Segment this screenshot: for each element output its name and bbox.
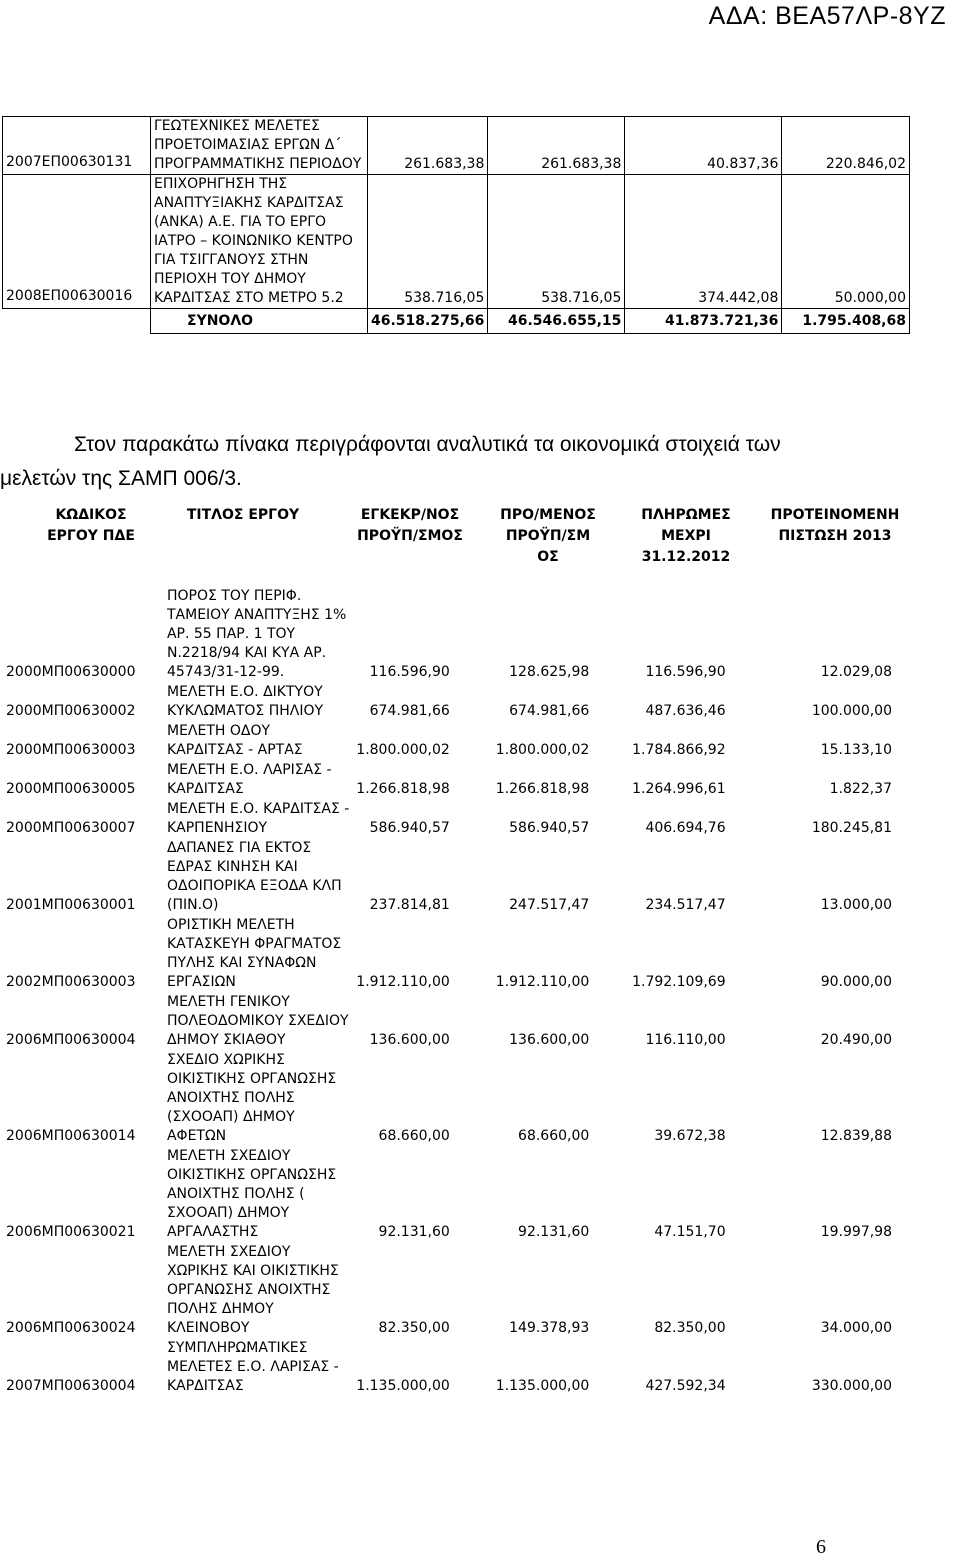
total-spacer (3, 309, 151, 334)
header-payments: ΠΛΗΡΩΜΕΣ ΜΕΧΡΙ 31.12.2012 (641, 507, 731, 565)
proposed-credit: 1.822,37 (829, 781, 892, 797)
header-title: ΤΙΤΛΟΣ ΕΡΓΟΥ (186, 507, 300, 523)
proposed-credit: 15.133,10 (820, 742, 892, 758)
proposed-credit: 20.490,00 (820, 1032, 892, 1048)
project-title: ΜΕΛΕΤΗ ΣΧΕΔΙΟΥ ΧΩΡΙΚΗΣ ΚΑΙ ΟΙΚΙΣΤΙΚΗΣ ΟΡΓΑΝΩΣΗΣ ΑΝΟΙΧΤΗΣ ΠΟΛΗΣ ΔΗΜΟΥ ΚΛΕΙΝΟΒΟΥ (166, 1244, 339, 1336)
total-previous: 46.546.655,15 (488, 309, 625, 334)
approved-budget: 1.800.000,02 (356, 742, 450, 758)
project-title: ΣΧΕΔΙΟ ΧΩΡΙΚΗΣ ΟΙΚΙΣΤΙΚΗΣ ΟΡΓΑΝΩΣΗΣ ΑΝΟΙΧΤΗΣ ΠΟΛΗΣ (ΣΧΟΟΑΠ) ΔΗΜΟΥ ΑΦΕΤΩΝ (166, 1052, 337, 1144)
payments-to-date: 427.592,34 (645, 1378, 726, 1394)
top-table-row (3, 117, 910, 175)
project-title: ΟΡΙΣΤΙΚΗ ΜΕΛΕΤΗ ΚΑΤΑΣΚΕΥΗ ΦΡΑΓΜΑΤΟΣ ΠΥΛΗΣ ΚΑΙ ΣΥΝΑΦΩΝ ΕΡΓΑΣΙΩΝ (166, 917, 342, 990)
page-number: 6 (816, 1536, 826, 1558)
total-payments: 41.873.721,36 (625, 309, 782, 334)
project-code: 2000ΜΠ00630003 (6, 742, 136, 758)
previous-budget: 261.683,38 (488, 117, 625, 175)
previous-budget: 1.266.818,98 (495, 781, 590, 797)
header-approved: ΕΓΚΕΚΡ/ΝΟΣ ΠΡΟΫΠ/ΣΜΟΣ (357, 507, 463, 544)
project-title: ΜΕΛΕΤΗ ΣΧΕΔΙΟΥ ΟΙΚΙΣΤΙΚΗΣ ΟΡΓΑΝΩΣΗΣ ΑΝΟΙΧΤΗΣ ΠΟΛΗΣ ( ΣΧΟΟΑΠ) ΔΗΜΟΥ ΑΡΓΑΛΑΣΤΗΣ (166, 1148, 337, 1240)
payments-to-date: 116.110,00 (645, 1032, 726, 1048)
approved-budget: 586.940,57 (369, 820, 450, 836)
project-title: ΕΠΙΧΟΡΗΓΗΣΗ ΤΗΣ ΑΝΑΠΤΥΞΙΑΚΗΣ ΚΑΡΔΙΤΣΑΣ (ΑΝΚΑ) Α.Ε. ΓΙΑ ΤΟ ΕΡΓΟ ΙΑΤΡΟ – ΚΟΙΝΩΝΙΚΟ ΚΕΝΤΡΟ ΓΙΑ ΤΣΙΓΓΑΝΟΥΣ ΣΤΗΝ ΠΕΡΙΟΧΗ ΤΟΥ ΔΗΜΟΥ ΚΑΡΔΙΤΣΑΣ ΣΤΟ ΜΕΤΡΟ 5.2 (151, 175, 368, 309)
total-label: ΣΥΝΟΛΟ (151, 309, 368, 334)
project-code: 2006ΜΠ00630004 (6, 1032, 136, 1048)
project-code: 2007ΜΠ00630004 (6, 1378, 136, 1394)
project-code: 2001ΜΠ00630001 (6, 897, 136, 913)
approved-budget: 261.683,38 (368, 117, 488, 175)
project-code: 2002ΜΠ00630003 (6, 974, 136, 990)
project-title: ΜΕΛΕΤΗ ΟΔΟΥ ΚΑΡΔΙΤΣΑΣ - ΑΡΤΑΣ (166, 723, 303, 758)
project-code: 2007ΕΠ00630131 (3, 117, 151, 175)
proposed-credit: 330.000,00 (811, 1378, 892, 1394)
proposed-credit: 12.839,88 (820, 1128, 892, 1144)
previous-budget: 1.912.110,00 (495, 974, 590, 990)
approved-budget: 237.814,81 (369, 897, 450, 913)
previous-budget: 128.625,98 (509, 664, 590, 680)
top-budget-table (2, 116, 910, 334)
project-title: ΓΕΩΤΕΧΝΙΚΕΣ ΜΕΛΕΤΕΣ ΠΡΟΕΤΟΙΜΑΣΙΑΣ ΕΡΓΩΝ Δ΄ ΠΡΟΓΡΑΜΜΑΤΙΚΗΣ ΠΕΡΙΟΔΟΥ (151, 117, 368, 175)
header-code: ΚΩΔΙΚΟΣ ΕΡΓΟΥ ΠΔΕ (47, 507, 135, 544)
table-row (6, 722, 892, 761)
project-code: 2006ΜΠ00630014 (6, 1128, 136, 1144)
proposed-credit: 13.000,00 (820, 897, 892, 913)
table-row (6, 1147, 892, 1243)
project-title: ΜΕΛΕΤΗ Ε.Ο. ΚΑΡΔΙΤΣΑΣ - ΚΑΡΠΕΝΗΣΙΟΥ (166, 801, 350, 836)
previous-budget: 1.135.000,00 (495, 1378, 590, 1394)
approved-budget: 136.600,00 (369, 1032, 450, 1048)
studies-table (6, 587, 892, 1397)
intro-line-1: Στον παρακάτω πίνακα περιγράφονται αναλυτικά τα οικονομικά στοιχειά των (74, 433, 781, 456)
approved-budget: 1.135.000,00 (356, 1378, 450, 1394)
table-row (6, 761, 892, 800)
table-row (6, 1243, 892, 1339)
payments-to-date: 116.596,90 (645, 664, 726, 680)
previous-budget: 149.378,93 (509, 1320, 590, 1336)
project-title: ΣΥΜΠΛΗΡΩΜΑΤΙΚΕΣ ΜΕΛΕΤΕΣ Ε.Ο. ΛΑΡΙΣΑΣ - ΚΑΡΔΙΤΣΑΣ (166, 1340, 339, 1394)
intro-line-2: μελετών της ΣΑΜΠ 006/3. (0, 467, 242, 490)
table-row (6, 587, 892, 683)
payments-to-date: 1.784.866,92 (632, 742, 726, 758)
previous-budget: 92.131,60 (518, 1224, 590, 1240)
top-table-row (3, 175, 910, 309)
approved-budget: 1.912.110,00 (356, 974, 450, 990)
payments-to-date: 47.151,70 (654, 1224, 726, 1240)
project-title: ΔΑΠΑΝΕΣ ΓΙΑ ΕΚΤΟΣ ΕΔΡΑΣ ΚΙΝΗΣΗ ΚΑΙ ΟΔΟΙΠΟΡΙΚΑ ΕΞΟΔΑ ΚΛΠ (ΠΙΝ.Ο) (166, 840, 342, 913)
payments-to-date: 39.672,38 (654, 1128, 726, 1144)
proposed-credit: 100.000,00 (811, 703, 892, 719)
payments-to-date: 374.442,08 (625, 175, 782, 309)
intro-paragraph (0, 428, 934, 496)
previous-budget: 538.716,05 (488, 175, 625, 309)
payments-to-date: 234.517,47 (645, 897, 726, 913)
approved-budget: 674.981,66 (369, 703, 450, 719)
approved-budget: 82.350,00 (378, 1320, 450, 1336)
approved-budget: 116.596,90 (369, 664, 450, 680)
proposed-credit: 180.245,81 (811, 820, 892, 836)
table-row (6, 993, 892, 1051)
payments-to-date: 487.636,46 (645, 703, 726, 719)
proposed-credit: 12.029,08 (820, 664, 892, 680)
project-title: ΠΟΡΟΣ ΤΟΥ ΠΕΡΙΦ. ΤΑΜΕΙΟΥ ΑΝΑΠΤΥΞΗΣ 1% ΑΡ. 55 ΠΑΡ. 1 ΤΟΥ Ν.2218/94 ΚΑΙ ΚΥΑ ΑΡ. 45743/31-12-99. (166, 588, 347, 680)
project-title: ΜΕΛΕΤΗ Ε.Ο. ΛΑΡΙΣΑΣ - ΚΑΡΔΙΤΣΑΣ (166, 762, 332, 797)
project-code: 2000ΜΠ00630002 (6, 703, 136, 719)
approved-budget: 538.716,05 (368, 175, 488, 309)
project-code: 2006ΜΠ00630021 (6, 1224, 136, 1240)
project-code: 2006ΜΠ00630024 (6, 1320, 136, 1336)
proposed-credit: 34.000,00 (820, 1320, 892, 1336)
project-code: 2000ΜΠ00630005 (6, 781, 136, 797)
payments-to-date: 1.264.996,61 (632, 781, 726, 797)
total-approved: 46.518.275,66 (368, 309, 488, 334)
previous-budget: 247.517,47 (509, 897, 590, 913)
table-row (6, 683, 892, 722)
project-code: 2000ΜΠ00630007 (6, 820, 136, 836)
header-previous: ΠΡΟ/ΜΕΝΟΣ ΠΡΟΫΠ/ΣΜ ΟΣ (500, 507, 596, 565)
project-title: ΜΕΛΕΤΗ ΓΕΝΙΚΟΥ ΠΟΛΕΟΔΟΜΙΚΟΥ ΣΧΕΔΙΟΥ ΔΗΜΟΥ ΣΚΙΑΘΟΥ (166, 994, 349, 1048)
previous-budget: 586.940,57 (509, 820, 590, 836)
project-code: 2000ΜΠ00630000 (6, 664, 136, 680)
total-row (3, 309, 910, 334)
proposed-credit: 19.997,98 (820, 1224, 892, 1240)
previous-budget: 136.600,00 (509, 1032, 590, 1048)
total-proposed: 1.795.408,68 (782, 309, 910, 334)
table-row (6, 1339, 892, 1397)
approved-budget: 1.266.818,98 (356, 781, 450, 797)
table-row (6, 839, 892, 916)
payments-to-date: 82.350,00 (654, 1320, 726, 1336)
table-row (6, 800, 892, 839)
proposed-credit: 50.000,00 (782, 175, 910, 309)
proposed-credit: 90.000,00 (820, 974, 892, 990)
approved-budget: 92.131,60 (378, 1224, 450, 1240)
previous-budget: 674.981,66 (509, 703, 590, 719)
project-code: 2008ΕΠ00630016 (3, 175, 151, 309)
table-row (6, 916, 892, 993)
header-proposed: ΠΡΟΤΕΙΝΟΜΕΝΗ ΠΙΣΤΩΣΗ 2013 (770, 507, 900, 544)
approved-budget: 68.660,00 (378, 1128, 450, 1144)
proposed-credit: 220.846,02 (782, 117, 910, 175)
previous-budget: 1.800.000,02 (495, 742, 590, 758)
payments-to-date: 406.694,76 (645, 820, 726, 836)
payments-to-date: 1.792.109,69 (632, 974, 726, 990)
previous-budget: 68.660,00 (518, 1128, 590, 1144)
table-row (6, 1051, 892, 1147)
project-title: ΜΕΛΕΤΗ Ε.Ο. ΔΙΚΤΥΟΥ ΚΥΚΛΩΜΑΤΟΣ ΠΗΛΙΟΥ (166, 684, 324, 719)
ada-identifier: ΑΔΑ: ΒΕΑ57ΛΡ-8ΥΖ (708, 2, 946, 30)
payments-to-date: 40.837,36 (625, 117, 782, 175)
